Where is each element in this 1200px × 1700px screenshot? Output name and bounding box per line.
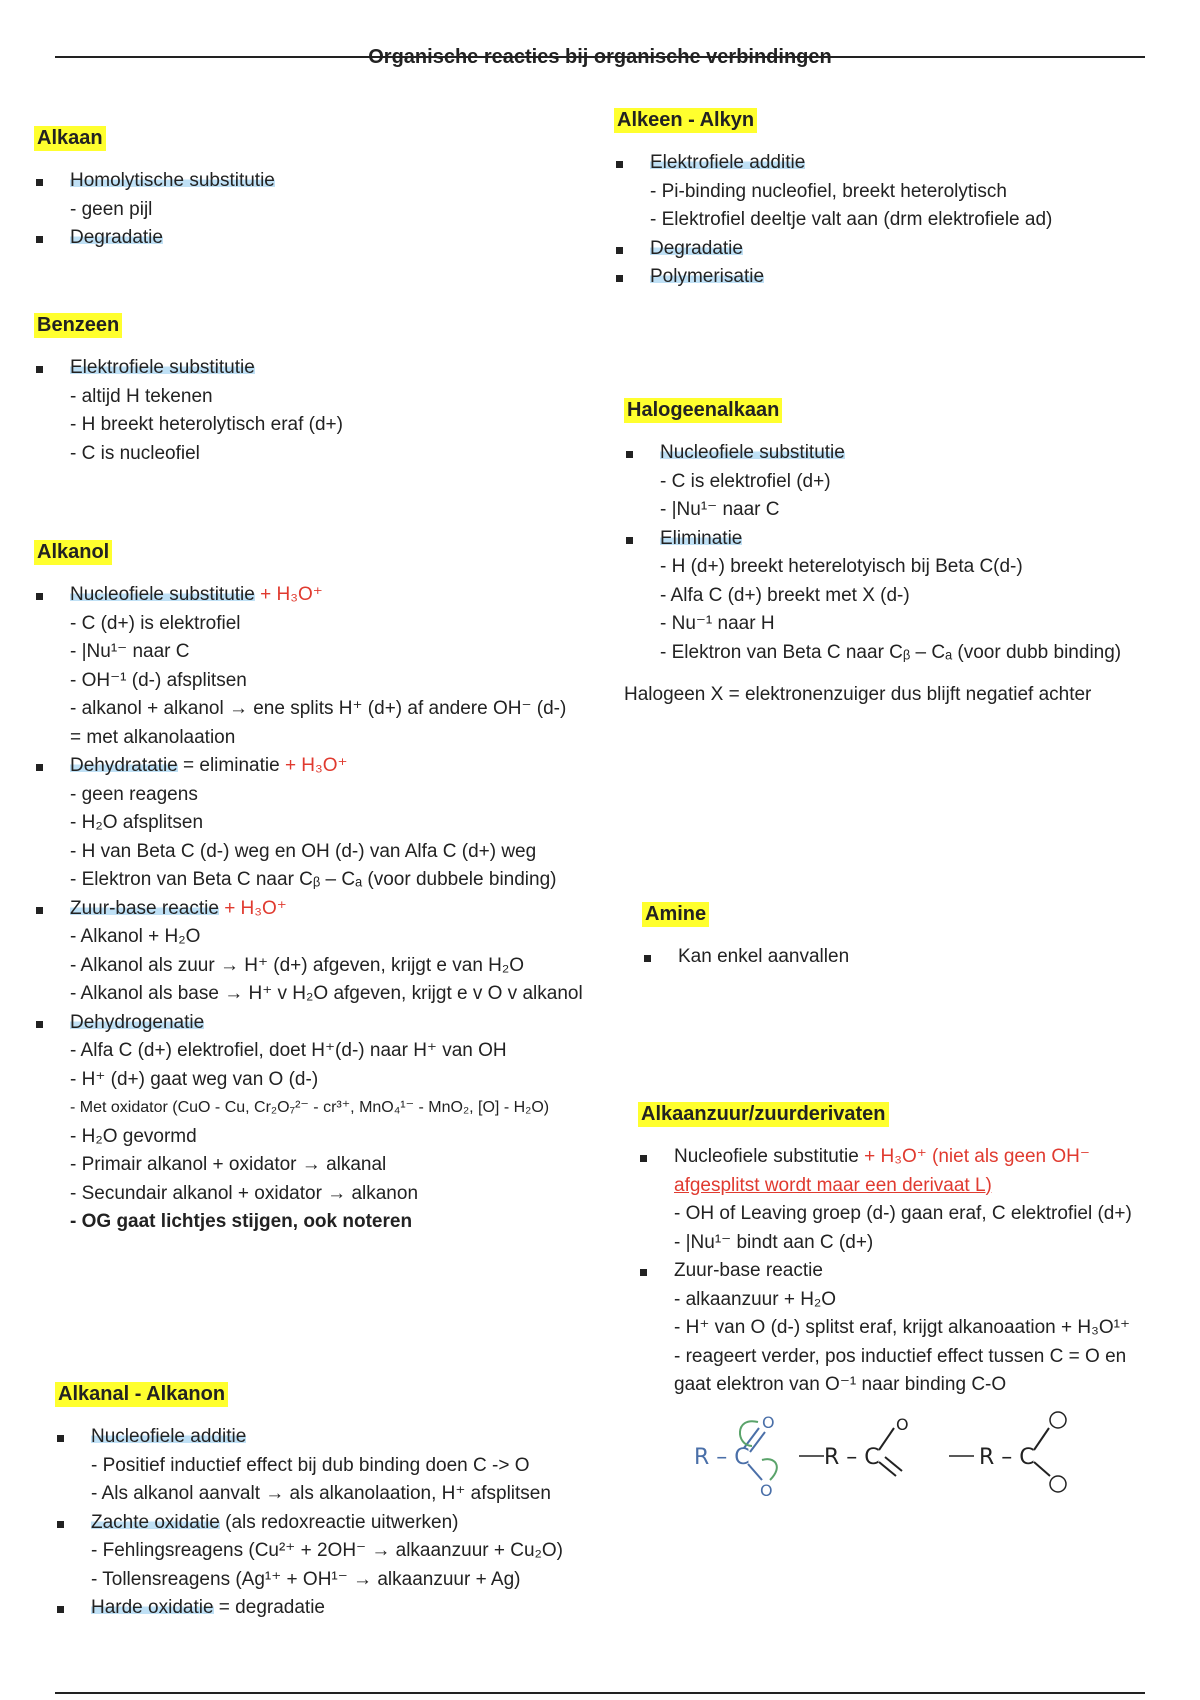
sub-line: - C is elektrofiel (d+) xyxy=(660,470,831,492)
sub-line: - Fehlingsreagens (Cu²⁺ + 2OH⁻ → alkaanzuur + Cu₂O) xyxy=(91,1540,564,1561)
sub-line: - Alkanol als base → H⁺ v H₂O afgeven, krijgt e v O v alkanol xyxy=(70,983,583,1004)
item-label: Elektrofiele substitutie xyxy=(70,357,255,378)
item-label: Zachte oxidatie xyxy=(91,1511,220,1533)
list-item xyxy=(624,439,1184,525)
item-label: Polymerisatie xyxy=(650,266,765,287)
bond-2a xyxy=(879,1428,894,1450)
list-item xyxy=(34,354,554,468)
sub-line: - Elektron van Beta C naar Cᵦ – Cₐ (voor dubb binding) xyxy=(660,641,1122,663)
item-label: Degradatie xyxy=(650,237,743,259)
sub-line: - C (d+) is elektrofiel xyxy=(70,612,241,634)
item-label: Eliminatie xyxy=(660,527,743,549)
heading-amine: Amine xyxy=(642,902,709,927)
list-item xyxy=(34,895,614,1009)
double-bond-1b xyxy=(750,1432,765,1452)
sub-line: - Tollensreagens (Ag¹⁺ + OH¹⁻ → alkaanzuur + Ag) xyxy=(91,1568,521,1590)
sketch-o1: O xyxy=(762,1412,775,1432)
heading-alkaan: Alkaan xyxy=(34,126,106,151)
list-item xyxy=(642,943,1182,972)
sub-line: - Met oxidator (CuO - Cu, Cr₂O₇²⁻ - cr³⁺, MnO₄¹⁻ - MnO₂, [O] - H₂O) xyxy=(70,1099,550,1116)
halogeen-note: Halogeen X = elektronenzuiger dus blijft negatief achter xyxy=(624,684,1092,705)
list-alkaan xyxy=(34,167,554,253)
sub-line: - |Nu¹⁻ naar C xyxy=(660,499,780,520)
bond-3a xyxy=(1034,1428,1049,1450)
list-item xyxy=(638,1143,1188,1257)
heading-alkaanzuur: Alkaanzuur/zuurderivaten xyxy=(638,1102,889,1127)
item-label: Nucleofiele substitutie xyxy=(660,442,845,463)
sketch-o2: O xyxy=(760,1480,773,1500)
sub-line: - OH of Leaving groep (d-) gaan eraf, C elektrofiel (d+) xyxy=(674,1203,1132,1224)
section-alkanol xyxy=(34,540,614,1237)
list-item xyxy=(34,1009,614,1237)
sub-line: - altijd H tekenen xyxy=(70,385,213,407)
list-item xyxy=(614,263,1174,292)
list-item xyxy=(34,224,554,253)
item-label: Dehydrogenatie xyxy=(70,1011,205,1033)
sub-line: - Als alkanol aanvalt → als alkanolaation, H⁺ afsplitsen xyxy=(91,1483,551,1504)
list-alkanal xyxy=(55,1423,615,1623)
sub-line: - reageert verder, pos inductief effect tussen C = O en xyxy=(674,1345,1127,1367)
list-halogeen xyxy=(624,439,1184,667)
sub-line: - Nu⁻¹ naar H xyxy=(660,613,775,634)
list-alkaanzuur xyxy=(638,1143,1188,1515)
sub-line: - geen reagens xyxy=(70,783,198,805)
list-item xyxy=(55,1509,615,1595)
list-item xyxy=(624,525,1184,668)
sketch-o3: O xyxy=(896,1414,909,1434)
sub-line: - H₂O gevormd xyxy=(70,1125,197,1147)
heading-alkanal: Alkanal - Alkanon xyxy=(55,1382,228,1407)
item-rest: = degradatie xyxy=(213,1597,325,1618)
item-label: Nucleofiele substitutie xyxy=(70,584,255,605)
item-label: Dehydratatie xyxy=(70,755,178,776)
list-alkanol xyxy=(34,581,614,1237)
page-title: Organische reacties bij organische verbindingen xyxy=(368,46,832,68)
sub-line: - geen pijl xyxy=(70,198,153,220)
heading-halogeen: Halogeenalkaan xyxy=(624,398,782,423)
list-alkeen xyxy=(614,149,1174,292)
sub-line: gaat elektron van O⁻¹ naar binding C-O xyxy=(674,1374,1007,1395)
item-rest: (als redoxreactie uitwerken) xyxy=(219,1511,459,1533)
sub-line: - H₂O afsplitsen xyxy=(70,812,204,833)
sub-line: - |Nu¹⁻ bindt aan C (d+) xyxy=(674,1231,874,1253)
sketch-part3: R – C xyxy=(979,1444,1035,1470)
heading-alkeen: Alkeen - Alkyn xyxy=(614,108,757,133)
sketch-part1: R – C xyxy=(694,1444,750,1470)
bond-3b xyxy=(1034,1462,1050,1476)
item-tag: + H₃O⁺ (niet als geen OH⁻ xyxy=(864,1146,1090,1167)
section-benzeen xyxy=(34,313,554,468)
sub-line: - H⁺ van O (d-) splitst eraf, krijgt alkanoaation + H₃O¹⁺ xyxy=(674,1317,1130,1338)
section-alkeen xyxy=(614,108,1174,292)
list-item xyxy=(638,1257,1188,1515)
sub-line: - Elektron van Beta C naar Cᵦ – Cₐ (voor dubbele binding) xyxy=(70,869,557,890)
item-tag: + H₃O⁺ xyxy=(284,755,348,776)
section-alkaanzuur xyxy=(638,1102,1188,1515)
sub-line: - Positief inductief effect bij dub binding doen C -> O xyxy=(91,1454,530,1476)
arrow-curve-2 xyxy=(762,1459,777,1480)
sketch-ring-1 xyxy=(1050,1412,1066,1428)
sketch-part2: R – C xyxy=(824,1444,880,1470)
list-item xyxy=(55,1594,615,1623)
item-tag: + H₃O⁺ xyxy=(260,584,323,605)
sub-line: - Secundair alkanol + oxidator → alkanon xyxy=(70,1182,419,1204)
sub-line: - H⁺ (d+) gaat weg van O (d-) xyxy=(70,1068,319,1090)
item-label: Elektrofiele additie xyxy=(650,152,806,173)
item-rest: = eliminatie xyxy=(177,755,285,776)
sub-line: - alkanol + alkanol → ene splits H⁺ (d+) af andere OH⁻ (d-) xyxy=(70,698,567,719)
item-label: Nucleofiele substitutie xyxy=(674,1146,865,1167)
list-amine xyxy=(642,943,1182,972)
sub-line: - OH⁻¹ (d-) afsplitsen xyxy=(70,669,247,691)
list-item xyxy=(34,167,554,224)
item-label: Harde oxidatie xyxy=(91,1597,214,1618)
bottom-rule xyxy=(55,1692,1145,1694)
resonance-sketch xyxy=(674,1406,1124,1506)
item-label: Degradatie xyxy=(70,227,163,248)
sub-line: - OG gaat lichtjes stijgen, ook noteren xyxy=(70,1211,413,1232)
item-label: Nucleofiele additie xyxy=(91,1426,247,1447)
sub-line: - H (d+) breekt heterelotyisch bij Beta C(d-) xyxy=(660,556,1023,577)
single-bond-1 xyxy=(748,1464,762,1480)
sub-line: - H van Beta C (d-) weg en OH (d-) van Alfa C (d+) weg xyxy=(70,840,537,862)
section-amine xyxy=(642,902,1182,972)
sub-line: - alkaanzuur + H₂O xyxy=(674,1288,837,1310)
section-alkanal xyxy=(55,1382,615,1623)
sub-line: - Elektrofiel deeltje valt aan (drm elektrofiele ad) xyxy=(650,209,1053,230)
sub-line: - Alfa C (d+) breekt met X (d-) xyxy=(660,584,910,606)
section-halogeen xyxy=(624,398,1184,709)
sub-line: - |Nu¹⁻ naar C xyxy=(70,641,190,662)
list-item xyxy=(614,149,1174,235)
item-tag: + H₃O⁺ xyxy=(224,897,287,919)
list-item xyxy=(614,235,1174,264)
list-item xyxy=(34,752,614,895)
sub-line: - Primair alkanol + oxidator → alkanal xyxy=(70,1154,387,1175)
item-label: Zuur-base reactie xyxy=(674,1260,823,1281)
heading-alkanol: Alkanol xyxy=(34,540,112,565)
sub-line: - H breekt heterolytisch eraf (d+) xyxy=(70,414,343,435)
sub-line: - Alkanol als zuur → H⁺ (d+) afgeven, krijgt e van H₂O xyxy=(70,954,525,976)
sub-line: = met alkanolaation xyxy=(70,726,236,748)
heading-benzeen: Benzeen xyxy=(34,313,122,338)
list-item xyxy=(55,1423,615,1509)
list-benzeen xyxy=(34,354,554,468)
section-alkaan xyxy=(34,126,554,253)
item-label: Homolytische substitutie xyxy=(70,170,275,191)
list-item xyxy=(34,581,614,752)
sub-line: - Pi-binding nucleofiel, breekt heterolytisch xyxy=(650,180,1007,202)
item-label: Kan enkel aanvallen xyxy=(678,946,850,967)
sub-line: - C is nucleofiel xyxy=(70,442,200,464)
sketch-ring-2 xyxy=(1050,1476,1066,1492)
item-label: Zuur-base reactie xyxy=(70,897,219,919)
sub-line: - Alkanol + H₂O xyxy=(70,926,201,947)
sub-line: afgesplitst wordt maar een derivaat L) xyxy=(674,1174,992,1196)
sub-line: - Alfa C (d+) elektrofiel, doet H⁺(d-) naar H⁺ van OH xyxy=(70,1040,507,1061)
